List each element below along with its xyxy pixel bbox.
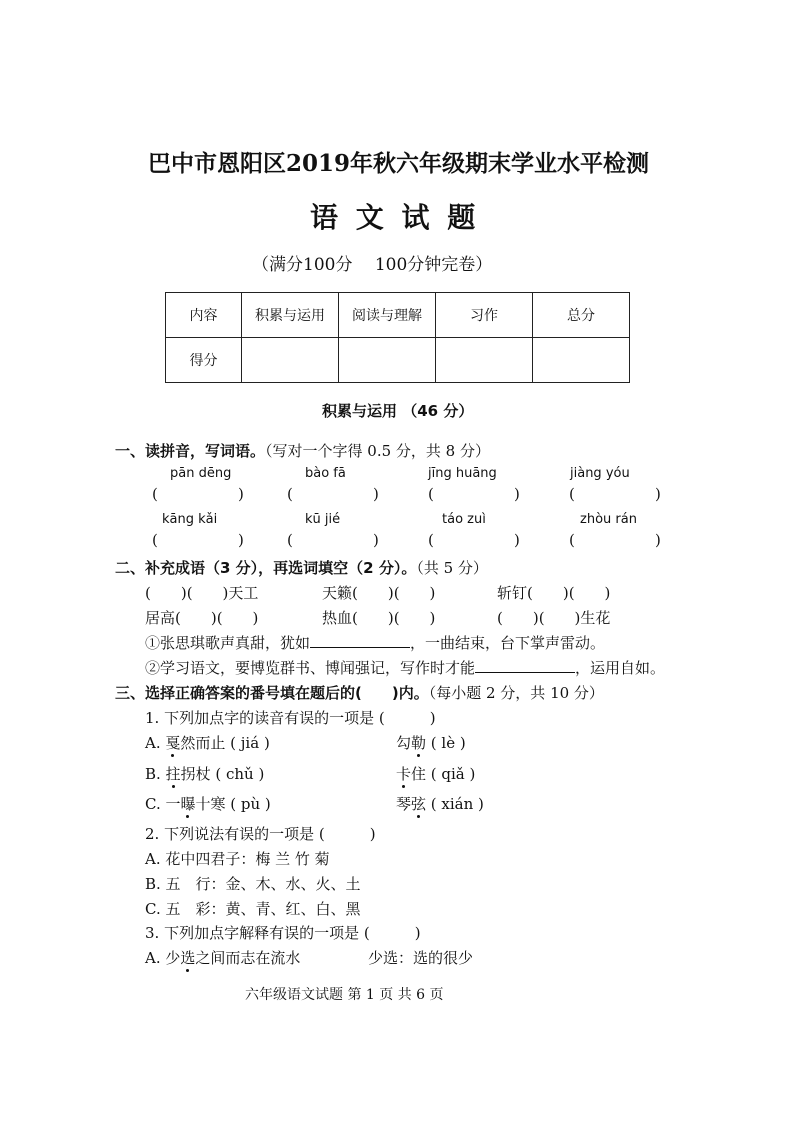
idiom-1: ( )( )天工 xyxy=(145,584,259,602)
option-text: 拐杖 ( chǔ ) xyxy=(180,765,265,783)
dotted-char: 弦 xyxy=(411,795,427,813)
dotted-char: 勒 xyxy=(411,734,427,752)
option-text: 然而止 ( jiá ) xyxy=(180,734,270,752)
option-b xyxy=(145,763,264,784)
option-label: C. 一 xyxy=(145,795,181,813)
q1-heading: 一、读拼音，写词语。 xyxy=(115,442,266,460)
answer-close: ) xyxy=(514,531,520,549)
idiom-2: 天籁( )( ) xyxy=(322,584,436,602)
answer-open: ( xyxy=(569,531,575,549)
exam-subtitle: 语 文 试 题 xyxy=(310,201,480,234)
pinyin-6: kū jié xyxy=(305,512,341,527)
fill-sentence-1 xyxy=(145,632,605,653)
option-a xyxy=(145,732,270,753)
pinyin-7: táo zuì xyxy=(442,512,486,527)
q2-line xyxy=(115,557,488,578)
option-label: A. xyxy=(145,734,166,752)
option-text: ( lè ) xyxy=(426,734,466,752)
answer-open: ( xyxy=(428,531,434,549)
option-text: 勾 xyxy=(396,734,412,752)
q3-3-option-a-explain: 少选：选的很少 xyxy=(368,949,474,967)
page-footer: 六年级语文试题 第 1 页 共 6 页 xyxy=(245,987,444,1003)
q2-note: （共 5 分） xyxy=(416,559,488,577)
sentence-text: ，运用自如。 xyxy=(575,659,666,677)
idiom-6: ( )( )生花 xyxy=(497,609,611,627)
score-cell[interactable] xyxy=(242,338,339,383)
dotted-char: 拄 xyxy=(165,765,181,783)
q3-note: （每小题 2 分，共 10 分） xyxy=(428,684,604,702)
table-header-cell: 习作 xyxy=(436,293,533,338)
table-header-cell: 总分 xyxy=(533,293,630,338)
option-a2 xyxy=(396,732,466,753)
option-label: B. xyxy=(145,765,166,783)
table-header-cell: 内容 xyxy=(166,293,242,338)
sentence-text: ②学习语文，要博览群书、博闻强记，写作时才能 xyxy=(145,659,476,677)
q2-heading: 二、补充成语（3 分），再选词填空（2 分）。 xyxy=(115,559,417,577)
answer-close: ) xyxy=(514,485,520,503)
q3-line xyxy=(115,682,604,703)
q3-1-stem: 1. 下列加点字的读音有误的一项是 ( ) xyxy=(145,709,436,727)
option-text: 琴 xyxy=(396,795,412,813)
idiom-3: 斩钉( )( ) xyxy=(497,584,611,602)
dotted-char: 戛 xyxy=(165,734,181,752)
dotted-char: 卡 xyxy=(396,765,412,783)
answer-open: ( xyxy=(569,485,575,503)
table-header-cell: 积累与运用 xyxy=(242,293,339,338)
q3-3-stem: 3. 下列加点字解释有误的一项是 ( ) xyxy=(145,924,421,942)
option-text: 十寒 ( pù ) xyxy=(195,795,271,813)
option-text: ( xián ) xyxy=(426,795,484,813)
q3-2-option-b: B. 五 行：金、木、水、火、土 xyxy=(145,875,361,893)
q1-line xyxy=(115,440,490,461)
exam-note: （满分100分 100分钟完卷） xyxy=(252,255,493,275)
q3-2-option-c: C. 五 彩：黄、青、红、白、黑 xyxy=(145,900,361,918)
pinyin-3: jīng huāng xyxy=(428,466,497,481)
option-c2 xyxy=(396,793,484,814)
answer-open: ( xyxy=(287,531,293,549)
q1-note: （写对一个字得 0.5 分，共 8 分） xyxy=(265,442,490,460)
sentence-text: ，一曲结束，台下掌声雷动。 xyxy=(410,634,606,652)
q3-heading: 三、选择正确答案的番号填在题后的( )内。 xyxy=(115,684,429,702)
sentence-text: ①张思琪歌声真甜，犹如 xyxy=(145,634,311,652)
dotted-char: 选 xyxy=(180,949,196,967)
q3-3-option-a xyxy=(145,947,300,968)
answer-close: ) xyxy=(655,485,661,503)
option-c xyxy=(145,793,271,814)
option-text: 住 ( qiǎ ) xyxy=(411,765,476,783)
idiom-4: 居高( )( ) xyxy=(145,609,259,627)
answer-close: ) xyxy=(373,485,379,503)
answer-close: ) xyxy=(373,531,379,549)
pinyin-2: bào fā xyxy=(305,466,346,481)
answer-close: ) xyxy=(238,531,244,549)
table-row-label: 得分 xyxy=(166,338,242,383)
dotted-char: 曝 xyxy=(180,795,196,813)
exam-title: 巴中市恩阳区2019年秋六年级期末学业水平检测 xyxy=(148,150,650,177)
answer-open: ( xyxy=(287,485,293,503)
answer-open: ( xyxy=(152,485,158,503)
answer-blank[interactable] xyxy=(475,660,575,673)
answer-close: ) xyxy=(238,485,244,503)
score-cell[interactable] xyxy=(339,338,436,383)
q3-2-stem: 2. 下列说法有误的一项是 ( ) xyxy=(145,825,376,843)
answer-close: ) xyxy=(655,531,661,549)
table-header-cell: 阅读与理解 xyxy=(339,293,436,338)
pinyin-5: kāng kǎi xyxy=(162,512,218,527)
answer-open: ( xyxy=(152,531,158,549)
answer-open: ( xyxy=(428,485,434,503)
section-title: 积累与运用 （46 分） xyxy=(322,402,474,420)
option-b2 xyxy=(396,763,475,784)
score-table xyxy=(165,292,630,383)
q3-2-option-a: A. 花中四君子：梅 兰 竹 菊 xyxy=(145,850,330,868)
pinyin-4: jiàng yóu xyxy=(570,466,630,481)
option-label: A. 少 xyxy=(145,949,181,967)
pinyin-1: pān dēng xyxy=(170,466,232,481)
score-cell[interactable] xyxy=(533,338,630,383)
option-text: 之间而志在流水 xyxy=(195,949,301,967)
pinyin-8: zhòu rán xyxy=(580,512,637,527)
score-cell[interactable] xyxy=(436,338,533,383)
idiom-5: 热血( )( ) xyxy=(322,609,436,627)
fill-sentence-2 xyxy=(145,657,665,678)
answer-blank[interactable] xyxy=(310,635,410,648)
